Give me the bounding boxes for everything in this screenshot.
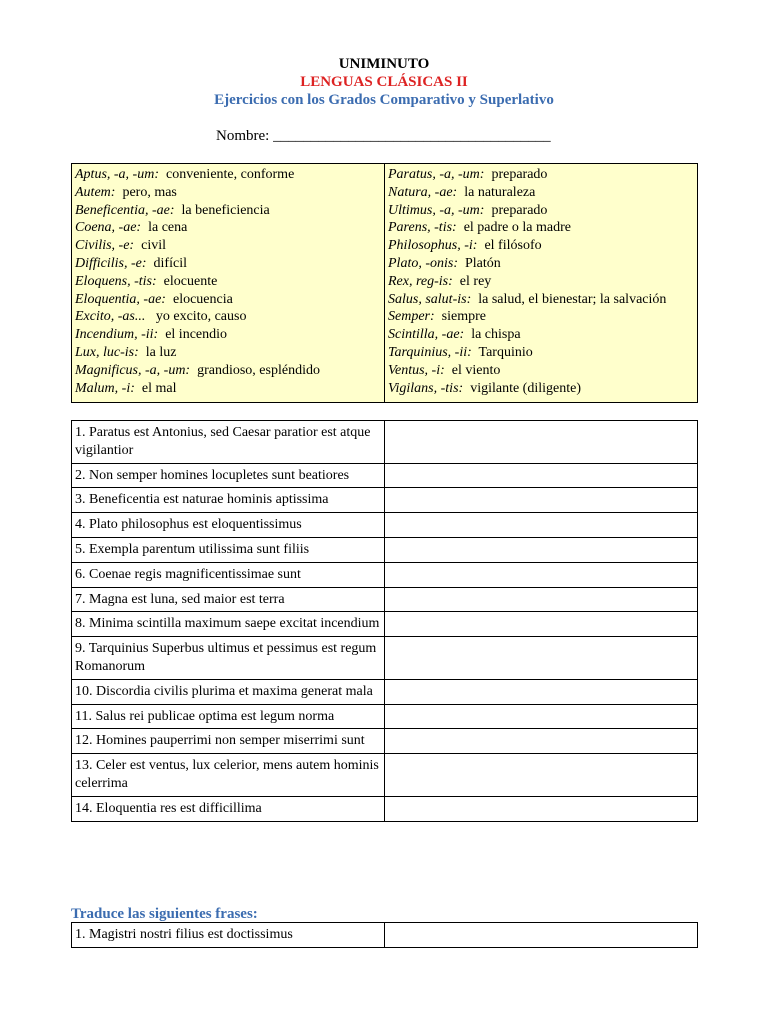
vocab-item	[75, 344, 381, 362]
table-row	[72, 562, 698, 587]
sentence-cell: 2. Non semper homines locupletes sunt beatiores	[72, 463, 385, 488]
vocab-item	[388, 202, 694, 220]
table-row	[72, 679, 698, 704]
vocab-latin: Scintilla, -ae:	[388, 327, 465, 343]
vocab-latin: Eloquentia, -ae:	[75, 291, 166, 307]
sentence-cell: 14. Eloquentia res est difficillima	[72, 796, 385, 821]
vocab-spanish: siempre	[441, 309, 486, 325]
vocab-spanish: preparado	[491, 202, 548, 218]
vocab-latin: Ventus, -i:	[388, 362, 445, 378]
vocab-latin: Plato, -onis:	[388, 255, 458, 271]
vocab-item	[75, 326, 381, 344]
vocab-latin: Excito, -as...	[75, 309, 146, 325]
vocabulary-column-left	[72, 164, 385, 403]
vocab-item	[388, 237, 694, 255]
table-row	[72, 421, 698, 464]
answer-cell[interactable]	[385, 729, 698, 754]
vocab-item	[75, 273, 381, 291]
vocab-item	[75, 362, 381, 380]
vocab-item	[388, 362, 694, 380]
vocab-latin: Paratus, -a, -um:	[388, 167, 485, 182]
vocabulary-column-right	[385, 164, 698, 403]
vocab-item	[75, 184, 381, 202]
vocab-item	[388, 344, 694, 362]
table-row	[72, 704, 698, 729]
vocab-item	[75, 219, 381, 237]
vocab-item	[388, 273, 694, 291]
table-row	[72, 513, 698, 538]
vocab-latin: Semper:	[388, 309, 435, 325]
vocab-spanish: civil	[141, 238, 166, 254]
vocab-item	[388, 255, 694, 273]
sentence-cell: 1. Magistri nostri filius est doctissimus	[72, 923, 385, 948]
vocab-item	[75, 166, 381, 184]
table-row	[72, 463, 698, 488]
vocab-spanish: elocuencia	[172, 291, 233, 307]
sentence-cell: 9. Tarquinius Superbus ultimus et pessimus est regum Romanorum	[72, 637, 385, 680]
vocabulary-table	[71, 163, 698, 403]
vocab-spanish: la chispa	[471, 327, 521, 343]
vocab-latin: Eloquens, -tis:	[75, 273, 157, 289]
vocab-latin: Salus, salut-is:	[388, 291, 472, 307]
document-header	[0, 55, 768, 109]
vocab-item	[388, 219, 694, 237]
translation-table	[71, 922, 698, 948]
vocab-item	[388, 291, 694, 309]
sentence-cell: 3. Beneficentia est naturae hominis aptissima	[72, 488, 385, 513]
vocab-item	[75, 291, 381, 309]
vocab-spanish: la luz	[145, 344, 177, 360]
vocab-item	[388, 380, 694, 398]
vocab-latin: Philosophus, -i:	[388, 238, 478, 254]
vocab-latin: Tarquinius, -ii:	[388, 344, 472, 360]
vocab-latin: Rex, reg-is:	[388, 273, 453, 289]
vocab-spanish: el mal	[141, 380, 177, 396]
table-row	[72, 754, 698, 797]
answer-cell[interactable]	[385, 704, 698, 729]
vocab-latin: Beneficentia, -ae:	[75, 202, 175, 218]
answer-cell[interactable]	[385, 754, 698, 797]
vocab-spanish: la naturaleza	[464, 184, 536, 200]
section-title: Traduce las siguientes frases:	[71, 906, 258, 922]
vocab-spanish: conveniente, conforme	[166, 167, 295, 182]
exercise-table	[71, 420, 698, 822]
sentence-cell: 6. Coenae regis magnificentissimae sunt	[72, 562, 385, 587]
vocab-spanish: la beneficiencia	[181, 202, 270, 218]
vocab-latin: Vigilans, -tis:	[388, 380, 464, 396]
answer-cell[interactable]	[385, 562, 698, 587]
answer-cell[interactable]	[385, 537, 698, 562]
table-row	[72, 923, 698, 948]
answer-cell[interactable]	[385, 421, 698, 464]
vocab-latin: Natura, -ae:	[388, 184, 458, 200]
table-row	[72, 537, 698, 562]
vocab-spanish: elocuente	[163, 273, 218, 289]
vocab-latin: Incendium, -ii:	[75, 327, 159, 343]
vocab-latin: Ultimus, -a, -um:	[388, 202, 485, 218]
vocab-item	[75, 380, 381, 398]
vocab-latin: Malum, -i:	[75, 380, 135, 396]
vocab-latin: Civilis, -e:	[75, 238, 135, 254]
vocab-latin: Autem:	[75, 184, 116, 200]
vocab-spanish: el rey	[459, 273, 492, 289]
table-row	[72, 729, 698, 754]
vocab-spanish: difícil	[153, 255, 187, 271]
vocab-spanish: el incendio	[165, 327, 228, 343]
vocab-spanish: Tarquinio	[478, 344, 533, 360]
table-row	[72, 587, 698, 612]
vocab-item	[75, 308, 381, 326]
name-field[interactable]: Nombre: _____________________________________	[216, 128, 551, 144]
vocab-spanish: el padre o la madre	[463, 220, 571, 236]
vocab-spanish: la cena	[148, 220, 188, 236]
vocab-latin: Lux, luc-is:	[75, 344, 139, 360]
sentence-cell: 12. Homines pauperrimi non semper miserrimi sunt	[72, 729, 385, 754]
answer-cell[interactable]	[385, 679, 698, 704]
vocab-latin: Parens, -tis:	[388, 220, 457, 236]
table-row	[72, 796, 698, 821]
vocab-latin: Aptus, -a, -um:	[75, 167, 159, 182]
vocab-item	[388, 166, 694, 184]
vocab-spanish: Platón	[465, 255, 501, 271]
sentence-cell: 11. Salus rei publicae optima est legum norma	[72, 704, 385, 729]
document-subtitle: Ejercicios con los Grados Comparativo y Superlativo	[214, 92, 554, 108]
vocab-item	[388, 184, 694, 202]
institution-name: UNIMINUTO	[338, 56, 430, 72]
vocab-spanish: el filósofo	[484, 238, 542, 254]
answer-cell[interactable]	[385, 513, 698, 538]
vocab-spanish: grandioso, espléndido	[197, 362, 320, 378]
sentence-cell: 13. Celer est ventus, lux celerior, mens autem hominis celerrima	[72, 754, 385, 797]
answer-cell[interactable]	[385, 796, 698, 821]
vocab-item	[388, 326, 694, 344]
vocab-spanish: la salud, el bienestar; la salvación	[478, 291, 667, 307]
sentence-cell: 8. Minima scintilla maximum saepe excitat incendium	[72, 612, 385, 637]
sentence-cell: 7. Magna est luna, sed maior est terra	[72, 587, 385, 612]
answer-cell[interactable]	[385, 587, 698, 612]
vocab-item	[75, 202, 381, 220]
sentence-cell: 5. Exempla parentum utilissima sunt filiis	[72, 537, 385, 562]
vocab-latin: Coena, -ae:	[75, 220, 142, 236]
table-row	[72, 637, 698, 680]
vocab-spanish: pero, mas	[122, 184, 177, 200]
table-row	[72, 612, 698, 637]
vocab-spanish: preparado	[491, 167, 548, 182]
sentence-cell: 1. Paratus est Antonius, sed Caesar paratior est atque vigilantior	[72, 421, 385, 464]
vocab-latin: Difficilis, -e:	[75, 255, 147, 271]
answer-cell[interactable]	[385, 488, 698, 513]
answer-cell[interactable]	[385, 612, 698, 637]
vocab-spanish: vigilante (diligente)	[470, 380, 581, 396]
vocab-item	[388, 308, 694, 326]
vocab-spanish: el viento	[451, 362, 501, 378]
vocab-spanish: yo excito, causo	[155, 309, 247, 325]
answer-cell[interactable]	[385, 923, 698, 948]
answer-cell[interactable]	[385, 463, 698, 488]
vocab-latin: Magnificus, -a, -um:	[75, 362, 191, 378]
table-row	[72, 488, 698, 513]
vocab-item	[75, 255, 381, 273]
sentence-cell: 10. Discordia civilis plurima et maxima generat mala	[72, 679, 385, 704]
sentence-cell: 4. Plato philosophus est eloquentissimus	[72, 513, 385, 538]
answer-cell[interactable]	[385, 637, 698, 680]
course-title: LENGUAS CLÁSICAS II	[300, 74, 468, 90]
vocab-item	[75, 237, 381, 255]
